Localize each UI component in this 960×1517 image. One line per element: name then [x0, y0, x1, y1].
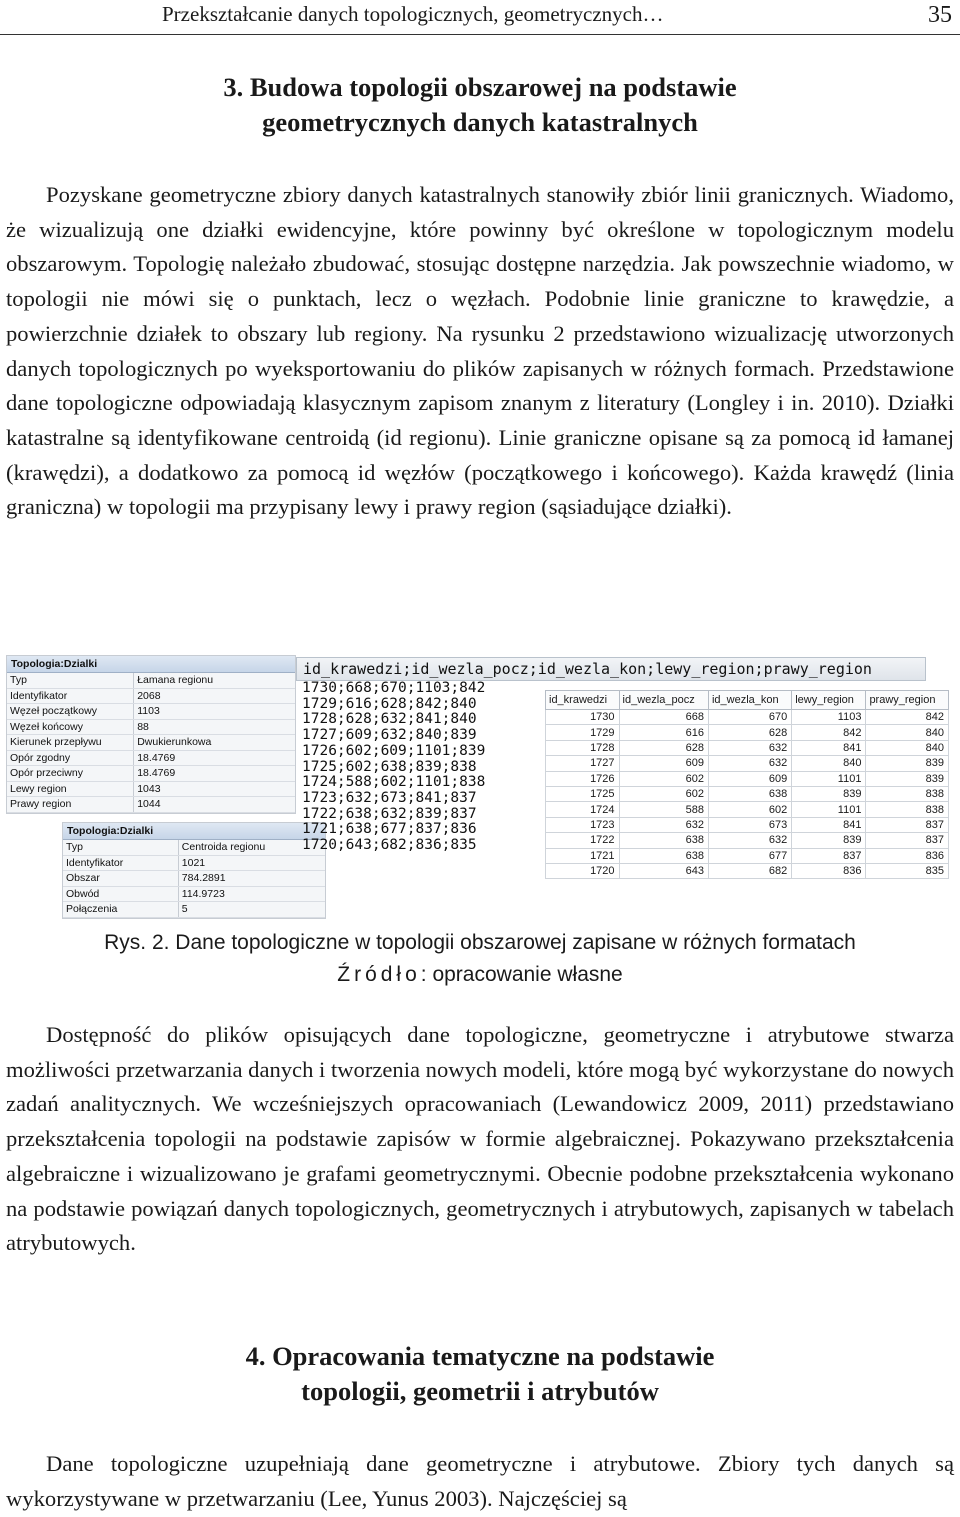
- table-cell: 841: [792, 740, 866, 755]
- table-cell: 836: [792, 863, 866, 878]
- table-row: [546, 817, 949, 832]
- table-cell: 670: [708, 710, 791, 725]
- attribute-name: Połączenia: [63, 902, 178, 918]
- table-cell: 839: [866, 771, 949, 786]
- table-cell: 838: [866, 786, 949, 801]
- attribute-name: Typ: [63, 840, 178, 855]
- table-cell: 632: [708, 756, 791, 771]
- attribute-value: 1103: [134, 704, 295, 720]
- attribute-window-centroid-title: Topologia:Dzialki: [63, 823, 325, 840]
- table-cell: 1727: [546, 756, 620, 771]
- section-4-title-line2: topologii, geometrii i atrybutów: [301, 1376, 659, 1406]
- table-row: [546, 802, 949, 817]
- table-cell: 1729: [546, 725, 620, 740]
- attribute-window-centroid-table: [63, 840, 325, 918]
- paragraph-1: [6, 178, 954, 525]
- table-cell: 638: [708, 786, 791, 801]
- text-export-line: 1728;628;632;841;840: [302, 711, 477, 728]
- attribute-name: Kierunek przepływu: [7, 735, 134, 751]
- text-export-line: 1724;588;602;1101;838: [302, 774, 486, 791]
- table-cell: 839: [792, 786, 866, 801]
- attribute-value: 18.4769: [134, 766, 295, 782]
- table-cell: 837: [792, 848, 866, 863]
- table-cell: 602: [619, 786, 708, 801]
- section-3-title-line1: 3. Budowa topologii obszarowej na podstawie: [223, 72, 737, 102]
- attribute-row: [7, 735, 295, 751]
- table-cell: 682: [708, 863, 791, 878]
- text-export-line: 1722;638;632;839;837: [302, 805, 477, 822]
- section-4-heading: [0, 1339, 960, 1409]
- table-cell: 632: [708, 833, 791, 848]
- figure-source: [0, 963, 960, 987]
- table-row: [546, 848, 949, 863]
- table-column-header: id_wezla_pocz: [619, 691, 708, 710]
- attribute-value: Łamana regionu: [134, 673, 295, 688]
- table-cell: 835: [866, 863, 949, 878]
- table-cell: 839: [792, 833, 866, 848]
- topology-attribute-table: [545, 690, 949, 879]
- text-export-line: 1721;638;677;837;836: [302, 821, 477, 838]
- table-column-header: lewy_region: [792, 691, 866, 710]
- table-cell: 643: [619, 863, 708, 878]
- table-cell: 1101: [792, 802, 866, 817]
- text-export-line: 1727;609;632;840;839: [302, 727, 477, 744]
- table-cell: 840: [866, 725, 949, 740]
- table-cell: 668: [619, 710, 708, 725]
- attribute-row: [63, 902, 325, 918]
- attribute-value: 88: [134, 719, 295, 735]
- paragraph-3: [6, 1447, 954, 1516]
- table-cell: 842: [792, 725, 866, 740]
- paragraph-3-text: Dane topologiczne uzupełniają dane geometryczne i atrybutowe. Zbiory tych danych są wykorzystywane w przetwarzaniu (Lee, Yunus 2003). Najczęściej są: [6, 1451, 954, 1511]
- attribute-value: 784.2891: [178, 871, 325, 887]
- table-cell: 609: [708, 771, 791, 786]
- attribute-row: [7, 750, 295, 766]
- page-number: 35: [928, 2, 952, 28]
- table-cell: 839: [866, 756, 949, 771]
- text-export-line: 1729;616;628;842;840: [302, 695, 477, 712]
- attribute-value: 1021: [178, 855, 325, 871]
- table-row: [546, 725, 949, 740]
- table-cell: 836: [866, 848, 949, 863]
- attribute-row: [7, 797, 295, 813]
- table-cell: 1726: [546, 771, 620, 786]
- attribute-name: Opór przeciwny: [7, 766, 134, 782]
- running-head: Przekształcanie danych topologicznych, geometrycznych…: [162, 2, 664, 26]
- table-cell: 1103: [792, 710, 866, 725]
- table-cell: 840: [866, 740, 949, 755]
- text-export-line: 1720;643;682;836;835: [302, 837, 477, 854]
- table-header-row: [546, 691, 949, 710]
- table-row: [546, 786, 949, 801]
- attribute-row: [7, 719, 295, 735]
- attribute-value: 18.4769: [134, 750, 295, 766]
- attribute-row: [7, 766, 295, 782]
- attribute-name: Prawy region: [7, 797, 134, 813]
- attribute-name: Opór zgodny: [7, 750, 134, 766]
- table-cell: 673: [708, 817, 791, 832]
- attribute-value: 1044: [134, 797, 295, 813]
- attribute-row: [63, 871, 325, 887]
- figure-source-label: Źródło: [337, 963, 421, 986]
- table-cell: 609: [619, 756, 708, 771]
- attribute-name: Typ: [7, 673, 134, 688]
- attribute-name: Identyfikator: [63, 855, 178, 871]
- table-cell: 1724: [546, 802, 620, 817]
- paragraph-1-text: Pozyskane geometryczne zbiory danych katastralnych stanowiły zbiór linii granicznych. Wiadomo, że wizualizują one działki ewidencyjne, które powinny być określone w topologicznym modelu obszarowym. Topologię należało zbudować, stosując dostępne narzędzia. Jak powszechnie wiadomo, w topologii nie mówi się o punktach, lecz o węzłach. Podobnie linie graniczne to krawędzie, a powierzchnie działek to obszary lub regiony. Na rysunku 2 przedstawiono wizualizację utworzonych danych topologicznych po wyeksportowaniu do plików zapisanych w różnych formach. Przedstawione dane topologiczne odpowiadają klasycznym zapisom znanym z literatury (Longley i in. 2010). Działki katastralne są identyfikowane centroidą (id regionu). Linie graniczne opisane są za pomocą id łamanej (krawędzi), a dodatkowo za pomocą id węzłów (początkowego i końcowego). Każda krawędź (linia graniczna) w topologii ma przypisany lewy i prawy region (sąsiadujące działki).: [6, 182, 954, 520]
- table-cell: 841: [792, 817, 866, 832]
- table-cell: 638: [619, 833, 708, 848]
- attribute-name: Węzeł końcowy: [7, 719, 134, 735]
- table-cell: 602: [708, 802, 791, 817]
- attribute-row: [7, 688, 295, 704]
- text-export-line: 1723;632;673;841;837: [302, 789, 477, 806]
- attribute-row: [63, 886, 325, 902]
- table-column-header: id_wezla_kon: [708, 691, 791, 710]
- attribute-row: [63, 840, 325, 855]
- table-cell: 1720: [546, 863, 620, 878]
- attribute-window-edge: [6, 655, 296, 814]
- text-export-header: id_krawedzi;id_wezla_pocz;id_wezla_kon;lewy_region;prawy_region: [296, 657, 926, 681]
- section-4-title-line1: 4. Opracowania tematyczne na podstawie: [245, 1341, 715, 1371]
- table-cell: 632: [708, 740, 791, 755]
- table-cell: 837: [866, 833, 949, 848]
- attribute-name: Węzeł początkowy: [7, 704, 134, 720]
- table-cell: 632: [619, 817, 708, 832]
- attribute-window-centroid: [62, 822, 326, 919]
- table-cell: 842: [866, 710, 949, 725]
- table-cell: 677: [708, 848, 791, 863]
- table-column-header: id_krawedzi: [546, 691, 620, 710]
- attribute-row: [63, 855, 325, 871]
- attribute-value: 1043: [134, 781, 295, 797]
- section-3-title-line2: geometrycznych danych katastralnych: [262, 107, 698, 137]
- paragraph-2: [6, 1018, 954, 1261]
- table-cell: 638: [619, 848, 708, 863]
- attribute-value: Centroida regionu: [178, 840, 325, 855]
- attribute-name: Identyfikator: [7, 688, 134, 704]
- table-cell: 616: [619, 725, 708, 740]
- table-cell: 1721: [546, 848, 620, 863]
- attribute-window-edge-title: Topologia:Dzialki: [7, 656, 295, 673]
- text-export-line: 1725;602;638;839;838: [302, 758, 477, 775]
- page-header: [0, 0, 960, 35]
- table-cell: 1728: [546, 740, 620, 755]
- table-row: [546, 863, 949, 878]
- attribute-row: [7, 781, 295, 797]
- attribute-name: Obszar: [63, 871, 178, 887]
- table-cell: 1101: [792, 771, 866, 786]
- table-row: [546, 833, 949, 848]
- table-row: [546, 756, 949, 771]
- text-export-line: 1730;668;670;1103;842: [302, 680, 486, 696]
- attribute-value: 5: [178, 902, 325, 918]
- table-cell: 588: [619, 802, 708, 817]
- table-cell: 628: [708, 725, 791, 740]
- figure-caption: Rys. 2. Dane topologiczne w topologii obszarowej zapisane w różnych formatach: [104, 931, 856, 954]
- attribute-value: 114.9723: [178, 886, 325, 902]
- attribute-window-edge-table: [7, 673, 295, 813]
- table-cell: 602: [619, 771, 708, 786]
- table-column-header: prawy_region: [866, 691, 949, 710]
- attribute-name: Obwód: [63, 886, 178, 902]
- paragraph-2-text: Dostępność do plików opisujących dane topologiczne, geometryczne i atrybutowe stwarza możliwości przetwarzania danych i tworzenia nowych modeli, które mogą być wykorzystane do nowych zadań analitycznych. We wcześniejszych opracowaniach (Lewandowicz 2009, 2011) przedstawiano przekształcenia topologii na podstawie zapisów w formie algebraicznej. Pokazywano przekształcenia algebraiczne i wizualizowano je grafami geometrycznymi. Obecnie podobne przekształcenia wykonano na podstawie powiązań danych topologicznych, geometrycznych i atrybutowych, zapisanych w tabelach atrybutowych.: [6, 1022, 954, 1256]
- figure-source-text: : opracowanie własne: [420, 963, 623, 986]
- attribute-row: [7, 673, 295, 688]
- table-cell: 1725: [546, 786, 620, 801]
- table-row: [546, 710, 949, 725]
- attribute-value: 2068: [134, 688, 295, 704]
- text-export-line: 1726;602;609;1101;839: [302, 742, 486, 759]
- table-row: [546, 771, 949, 786]
- table-cell: 1723: [546, 817, 620, 832]
- table-cell: 628: [619, 740, 708, 755]
- table-cell: 1722: [546, 833, 620, 848]
- table-cell: 838: [866, 802, 949, 817]
- attribute-row: [7, 704, 295, 720]
- table-cell: 837: [866, 817, 949, 832]
- table-cell: 1730: [546, 710, 620, 725]
- table-row: [546, 740, 949, 755]
- table-cell: 840: [792, 756, 866, 771]
- section-3-heading: [0, 70, 960, 140]
- attribute-value: Dwukierunkowa: [134, 735, 295, 751]
- attribute-name: Lewy region: [7, 781, 134, 797]
